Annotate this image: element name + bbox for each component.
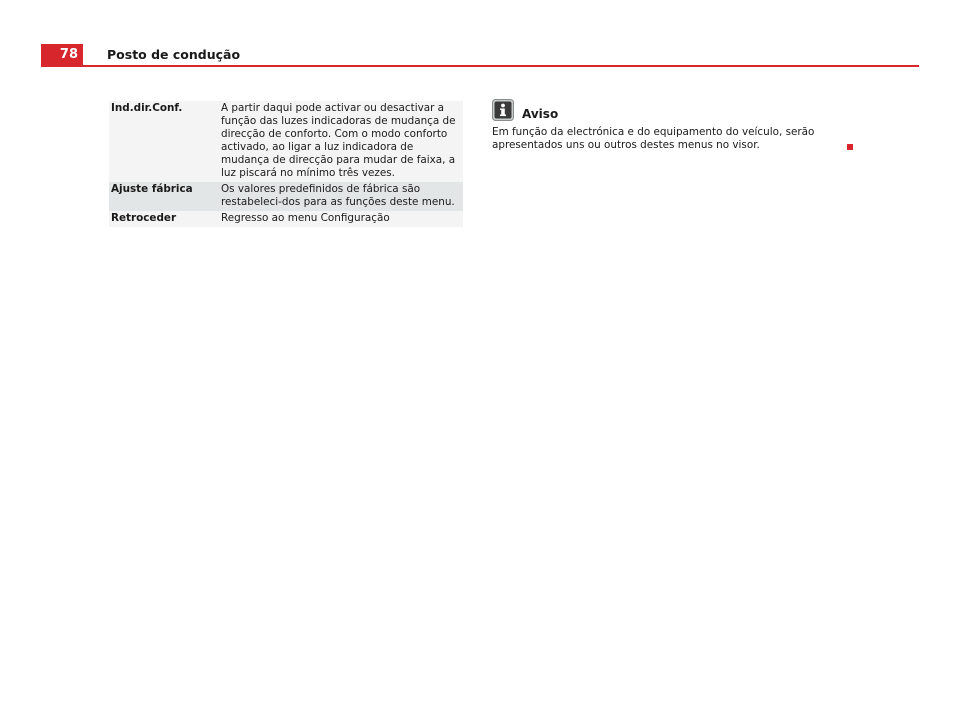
menu-options-table [109, 101, 463, 227]
page-number: 78 [41, 44, 83, 65]
option-description: A partir daqui pode activar ou desactivar a função das luzes indicadoras de mudança de direcção de conforto. Com o modo conforto activado, ao ligar a luz indicadora de mudança de direcção para mudar de faixa, a luz piscará no mínimo três vezes. [217, 101, 463, 182]
option-name: Retroceder [109, 211, 217, 227]
option-description: Os valores predefinidos de fábrica são restabeleci-dos para as funções deste menu. [217, 182, 463, 211]
table-row [109, 182, 463, 211]
page-header [41, 44, 919, 67]
table-row [109, 101, 463, 182]
header-divider [41, 65, 919, 67]
notice-title: Aviso [522, 107, 559, 121]
option-name: Ind.dir.Conf. [109, 101, 217, 182]
table-row [109, 211, 463, 227]
notice-text: Em função da electrónica e do equipamento do veículo, serão apresentados uns ou outros destes menus no visor. [492, 126, 815, 151]
option-name: Ajuste fábrica [109, 182, 217, 211]
section-title: Posto de condução [107, 47, 241, 62]
section-end-marker [847, 144, 853, 150]
option-description: Regresso ao menu Configuração [217, 211, 463, 227]
info-icon [492, 99, 514, 121]
